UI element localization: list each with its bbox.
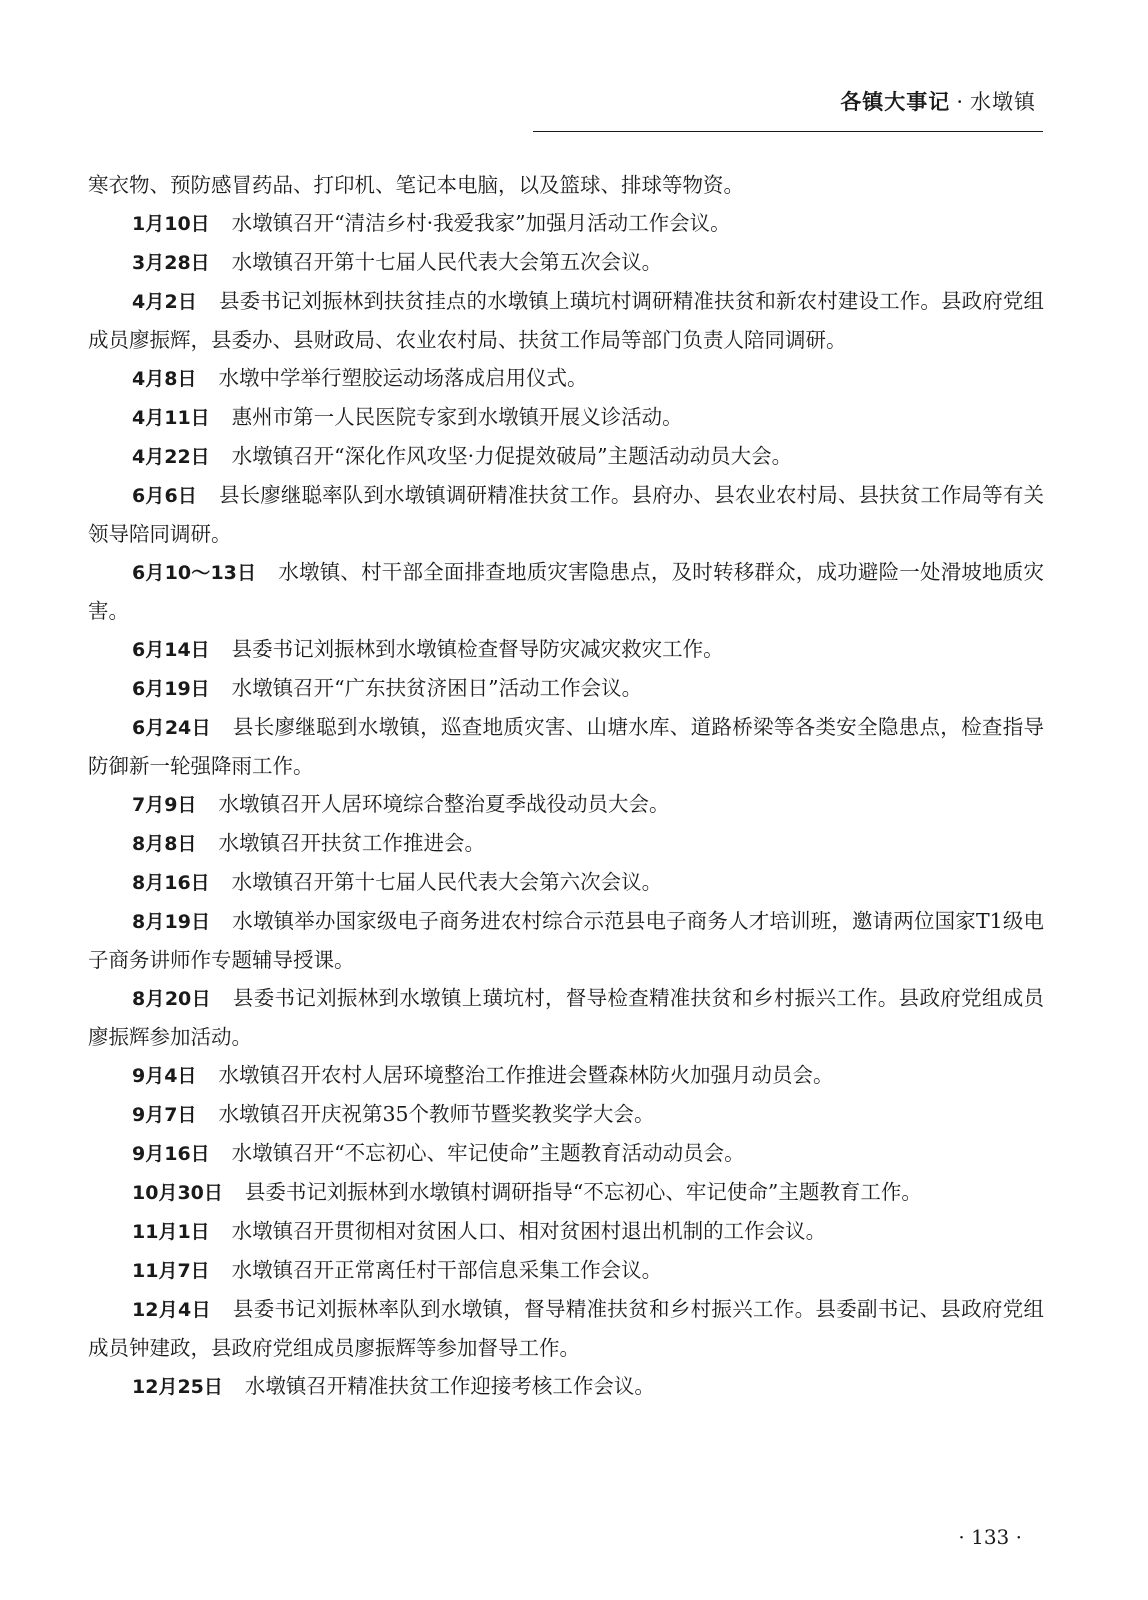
entry-text: 水墩镇召开人居环境综合整治夏季战役动员大会。: [218, 792, 670, 816]
chronicle-entry: [88, 708, 1044, 785]
entry-text: 县委书记刘振林到水墩镇上璜坑村，督导检查精准扶贫和乡村振兴工作。县政府党组成员廖振辉参加活动。: [88, 986, 1044, 1049]
entry-text: 水墩镇召开“深化作风攻坚·力促提效破局”主题活动动员大会。: [231, 444, 793, 468]
entry-text: 县委书记刘振林到水墩镇检查督导防灾减灾救灾工作。: [231, 637, 724, 661]
entry-date: 6月10～13日: [132, 562, 257, 584]
chronicle-entry: [88, 669, 1044, 708]
page-number: · 133 ·: [958, 1525, 1022, 1549]
entry-date: 9月7日: [132, 1104, 197, 1126]
entry-date: 11月1日: [132, 1221, 210, 1243]
entry-text: 县委书记刘振林到扶贫挂点的水墩镇上璜坑村调研精准扶贫和新农村建设工作。县政府党组成员廖振辉，县委办、县财政局、农业农村局、扶贫工作局等部门负责人陪同调研。: [88, 289, 1044, 352]
entry-text: 水墩镇召开扶贫工作推进会。: [218, 831, 485, 855]
chronicle-entry: [88, 1056, 1044, 1095]
chronicle-entry: [88, 204, 1044, 243]
chronicle-entry: [88, 863, 1044, 902]
entry-date: 6月19日: [132, 678, 210, 700]
entry-date: 1月10日: [132, 213, 210, 235]
entry-date: 11月7日: [132, 1260, 210, 1282]
entry-text: 水墩镇召开“清洁乡村·我爱我家”加强月活动工作会议。: [231, 211, 731, 235]
entry-text: 水墩镇召开农村人居环境整治工作推进会暨森林防火加强月动员会。: [218, 1063, 834, 1087]
header-town-name: 水墩镇: [970, 90, 1036, 114]
entry-date: 6月24日: [132, 717, 211, 739]
chronicle-entry: [88, 553, 1044, 630]
entry-text: 水墩镇召开贯彻相对贫困人口、相对贫困村退出机制的工作会议。: [231, 1219, 827, 1243]
entry-date: 8月8日: [132, 833, 197, 855]
entry-date: 4月22日: [132, 446, 210, 468]
entry-text: 水墩镇召开正常离任村干部信息采集工作会议。: [231, 1258, 663, 1282]
entry-date: 10月30日: [132, 1182, 223, 1204]
chronicle-entry: [88, 979, 1044, 1056]
chronicle-entry: [88, 359, 1044, 398]
chronicle-entry: [88, 1251, 1044, 1290]
entry-date: 4月8日: [132, 368, 197, 390]
entry-text: 水墩镇召开庆祝第35个教师节暨奖教奖学大会。: [218, 1102, 655, 1126]
entry-text: 水墩镇、村干部全面排查地质灾害隐患点，及时转移群众，成功避险一处滑坡地质灾害。: [88, 560, 1045, 623]
continuation-paragraph: 寒衣物、预防感冒药品、打印机、笔记本电脑，以及篮球、排球等物资。: [88, 173, 744, 197]
entry-date: 9月16日: [132, 1143, 210, 1165]
entry-date: 7月9日: [132, 794, 197, 816]
chronicle-entry: [88, 630, 1044, 669]
header-section-title: 各镇大事记: [840, 90, 951, 114]
entry-date: 8月16日: [132, 872, 210, 894]
entry-text: 水墩镇召开精准扶贫工作迎接考核工作会议。: [244, 1374, 655, 1398]
entry-text: 水墩镇召开第十七届人民代表大会第六次会议。: [231, 870, 663, 894]
entry-text: 水墩镇举办国家级电子商务进农村综合示范县电子商务人才培训班，邀请两位国家T1级电子商务讲师作专题辅导授课。: [88, 909, 1044, 972]
running-header: [840, 86, 1036, 116]
entry-date: 9月4日: [132, 1065, 197, 1087]
chronicle-entry: [88, 824, 1044, 863]
entry-date: 12月4日: [132, 1299, 211, 1321]
entry-date: 12月25日: [132, 1376, 223, 1398]
header-separator: ·: [956, 90, 964, 114]
entry-text: 水墩镇召开第十七届人民代表大会第五次会议。: [231, 250, 663, 274]
entry-text: 县长廖继聪率队到水墩镇调研精准扶贫工作。县府办、县农业农村局、县扶贫工作局等有关领导陪同调研。: [88, 483, 1044, 546]
entry-date: 3月28日: [132, 252, 210, 274]
entry-date: 8月19日: [132, 911, 211, 933]
chronicle-entry: [88, 398, 1044, 437]
chronicle-entry: [88, 902, 1044, 979]
header-rule: [533, 131, 1043, 132]
chronicle-entry: [88, 1173, 1044, 1212]
entry-date: 6月6日: [132, 485, 197, 507]
chronicle-entry: [88, 1212, 1044, 1251]
chronicle-entry: [88, 1095, 1044, 1134]
chronicle-entry: [88, 476, 1044, 553]
chronicle-entry: [88, 437, 1044, 476]
chronicle-entry: [88, 282, 1044, 359]
entry-text: 惠州市第一人民医院专家到水墩镇开展义诊活动。: [231, 405, 683, 429]
entry-text: 水墩镇召开“不忘初心、牢记使命”主题教育活动动员会。: [231, 1141, 745, 1165]
chronicle-entry: [88, 243, 1044, 282]
chronicle-entry: [88, 1367, 1044, 1406]
entry-date: 4月11日: [132, 407, 210, 429]
chronicle-entry: [88, 1290, 1044, 1367]
entry-text: 县委书记刘振林到水墩镇村调研指导“不忘初心、牢记使命”主题教育工作。: [244, 1180, 922, 1204]
entry-text: 县委书记刘振林率队到水墩镇，督导精准扶贫和乡村振兴工作。县委副书记、县政府党组成员钟建政，县政府党组成员廖振辉等参加督导工作。: [88, 1297, 1044, 1360]
chronicle-entry: [88, 1134, 1044, 1173]
entry-text: 水墩镇召开“广东扶贫济困日”活动工作会议。: [231, 676, 643, 700]
entry-text: 水墩中学举行塑胶运动场落成启用仪式。: [218, 366, 588, 390]
chronicle-entry: [88, 785, 1044, 824]
entry-text: 县长廖继聪到水墩镇，巡查地质灾害、山塘水库、道路桥梁等各类安全隐患点，检查指导防御新一轮强降雨工作。: [88, 715, 1044, 778]
entry-date: 6月14日: [132, 639, 210, 661]
entry-date: 4月2日: [132, 291, 197, 313]
chronicle-body: [88, 166, 1044, 1406]
entry-date: 8月20日: [132, 988, 211, 1010]
